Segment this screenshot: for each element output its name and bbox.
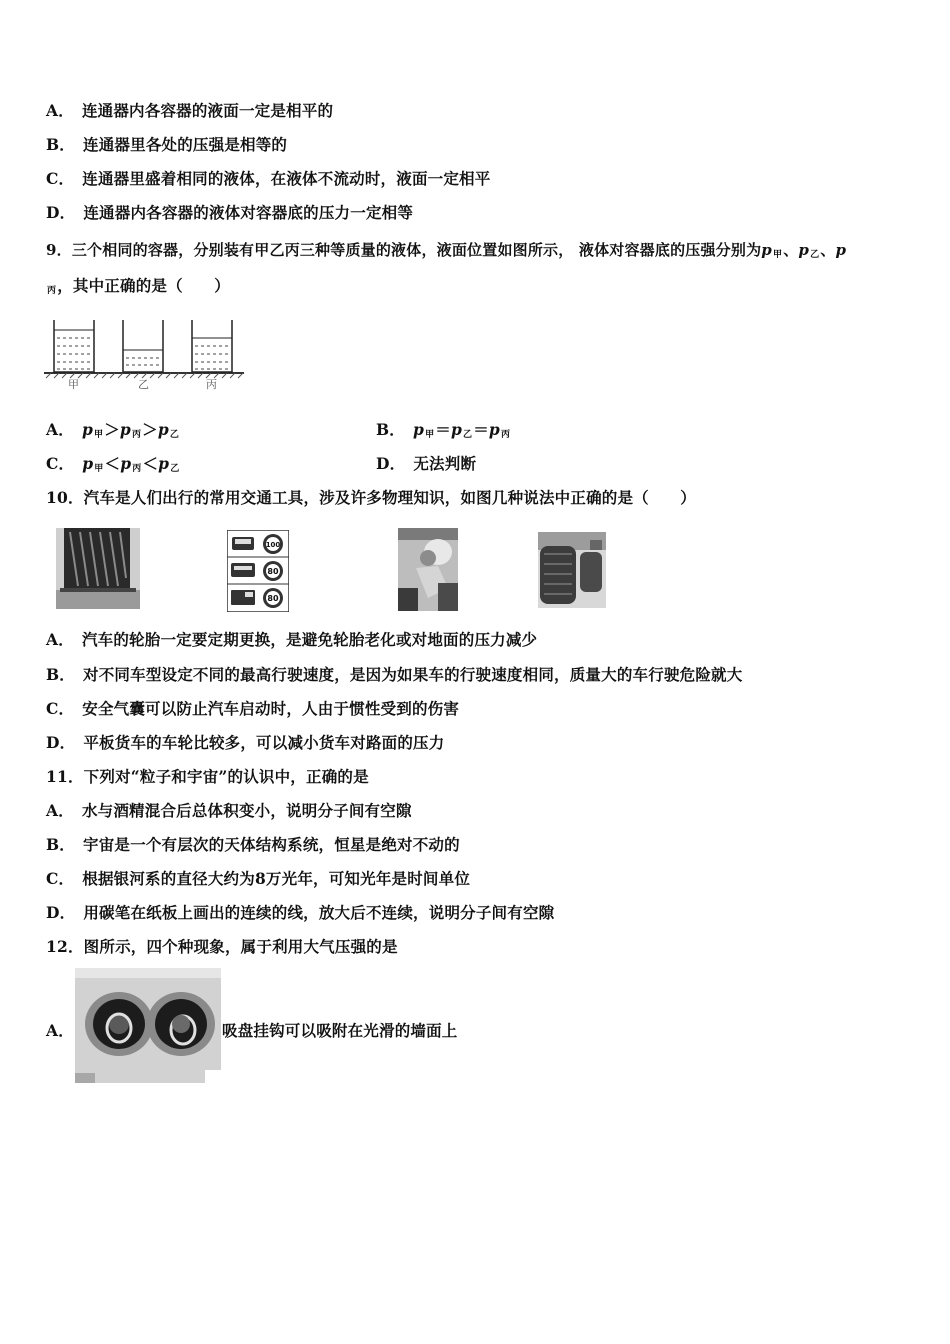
container-yi	[123, 320, 163, 372]
option-label: B．	[46, 835, 76, 854]
pressure-symbol: p	[488, 420, 500, 439]
greater-than: ＞	[142, 420, 158, 439]
truck-icon	[231, 590, 255, 605]
option-text: 连通器里各处的压强是相等的	[83, 135, 288, 154]
subscript-bing: 丙	[131, 430, 142, 440]
suction-cup-left	[85, 992, 153, 1056]
airbag-photo	[398, 528, 458, 611]
subscript-bing: 丙	[132, 464, 142, 474]
question-text: 汽车是人们出行的常用交通工具，涉及许多物理知识，如图几种说法中正确的是（ ）	[83, 488, 696, 507]
q9-option-b	[376, 419, 511, 446]
question-number: 12．	[46, 937, 84, 956]
q8-option-a	[46, 100, 333, 122]
subscript-bing: 丙	[500, 430, 511, 440]
q9-option-c	[46, 453, 180, 480]
option-label: B．	[46, 135, 76, 154]
question-number: 10．	[46, 488, 84, 507]
subscript-yi: 乙	[169, 430, 180, 440]
q10-option-a	[46, 629, 537, 651]
option-label: B．	[46, 665, 76, 684]
flatbed-truck-wheels-photo	[538, 532, 606, 608]
q11-stem	[46, 766, 369, 788]
pressure-symbol: p	[82, 454, 94, 473]
q9-option-a	[46, 419, 180, 446]
option-label: C．	[46, 869, 75, 888]
option-text: 平板货车的车轮比较多，可以减小货车对路面的压力	[83, 733, 445, 752]
q11-option-d	[46, 902, 554, 924]
option-label: A．	[46, 420, 74, 439]
equals: ＝	[473, 420, 489, 439]
greater-than: ＞	[104, 420, 120, 439]
speed-limit-signs	[227, 530, 289, 612]
option-label: D．	[46, 903, 76, 922]
liquid-bing-dashes	[195, 346, 230, 369]
option-text: 连通器内各容器的液面一定是相平的	[81, 101, 334, 120]
q9-option-d	[376, 453, 476, 475]
question-text: 图所示，四个种现象，属于利用大气压强的是	[83, 937, 398, 956]
option-label: A．	[46, 1021, 74, 1040]
q9-stem-line2	[46, 275, 230, 302]
q8-option-b	[46, 134, 287, 156]
subscript-jia: 甲	[772, 250, 783, 260]
option-text: 安全气囊可以防止汽车启动时，人由于惯性受到的伤害	[82, 699, 460, 718]
pressure-symbol: p	[798, 241, 810, 259]
question-number: 11．	[46, 767, 84, 786]
option-text: 无法判断	[413, 454, 477, 473]
suction-cup-hooks-photo	[75, 968, 221, 1083]
figure-label-jia: 甲	[68, 378, 79, 390]
subscript-yi: 乙	[170, 464, 180, 474]
less-than: ＜	[104, 454, 121, 473]
three-containers-figure	[44, 318, 248, 390]
suction-cup-right	[147, 992, 215, 1056]
q10-option-d	[46, 732, 444, 754]
q12-option-a-text	[222, 1020, 458, 1042]
tire-photo	[56, 528, 140, 609]
liquid-jia-dashes	[57, 338, 92, 369]
q10-stem	[46, 487, 696, 509]
pressure-symbol: p	[81, 420, 93, 439]
q10-option-c	[46, 698, 459, 720]
figure-label-bing: 丙	[206, 378, 217, 390]
subscript-yi: 乙	[810, 250, 820, 260]
car-icon	[232, 537, 254, 550]
option-text: 连通器里盛着相同的液体，在液体不流动时，液面一定相平	[82, 169, 491, 188]
subscript-jia: 甲	[94, 464, 104, 474]
equals: ＝	[435, 420, 451, 439]
subscript-yi: 乙	[463, 430, 473, 440]
option-text: 汽车的轮胎一定要定期更换，是避免轮胎老化或对地面的压力减少	[81, 630, 538, 649]
option-label: A．	[46, 801, 74, 820]
pressure-symbol: p	[120, 454, 132, 473]
figure-label-yi: 乙	[138, 378, 149, 390]
q11-option-c	[46, 868, 470, 890]
q11-option-b	[46, 834, 460, 856]
option-label: C．	[46, 454, 75, 473]
q11-option-a	[46, 800, 412, 822]
option-text: 水与酒精混合后总体积变小，说明分子间有空隙	[81, 801, 412, 820]
option-label: B．	[376, 420, 406, 439]
pressure-symbol: p	[450, 420, 463, 439]
pressure-symbol: p	[157, 420, 169, 439]
q12-option-a-label	[46, 1020, 74, 1042]
pressure-symbol: p	[761, 241, 772, 259]
liquid-yi-dashes	[126, 358, 161, 365]
q8-option-c	[46, 168, 490, 190]
separator: 、	[783, 241, 799, 259]
option-text: 宇宙是一个有层次的天体结构系统，恒星是绝对不动的	[83, 835, 460, 854]
subscript-jia: 甲	[93, 430, 104, 440]
subscript-bing: 丙	[47, 286, 57, 296]
speed-sign-2: 80	[267, 567, 279, 576]
q8-option-d	[46, 202, 413, 224]
option-text: 根据银河系的直径大约为8万光年，可知光年是时间单位	[82, 869, 471, 888]
pressure-symbol: p	[158, 454, 170, 473]
pressure-symbol: p	[413, 420, 425, 439]
question-text: 三个相同的容器，分别装有甲乙丙三种等质量的液体，液面位置如图所示， 液体对容器底的压强分别为	[71, 241, 762, 259]
option-label: D．	[46, 733, 76, 752]
option-label: A．	[46, 101, 74, 120]
option-text: 用碳笔在纸板上画出的连续的线，放大后不连续，说明分子间有空隙	[83, 903, 555, 922]
pressure-symbol: p	[119, 420, 131, 439]
question-text: ，其中正确的是（ ）	[57, 276, 230, 295]
pressure-symbol: p	[835, 241, 847, 259]
subscript-jia: 甲	[425, 430, 435, 440]
question-number: 9．	[46, 241, 72, 259]
q10-option-b	[46, 664, 742, 686]
q9-stem-line1	[46, 239, 846, 266]
option-label: C．	[46, 169, 75, 188]
bus-icon	[231, 563, 255, 577]
separator: 、	[820, 241, 836, 259]
question-text: 下列对“粒子和宇宙”的认识中，正确的是	[83, 767, 369, 786]
speed-sign-3: 80	[267, 594, 279, 603]
option-label: D．	[46, 203, 76, 222]
option-text: 对不同车型设定不同的最高行驶速度，是因为如果车的行驶速度相同，质量大的车行驶危险就大	[83, 665, 743, 684]
option-label: C．	[46, 699, 75, 718]
less-than: ＜	[142, 454, 159, 473]
option-text: 连通器内各容器的液体对容器底的压力一定相等	[83, 203, 414, 222]
speed-sign-1: 100	[265, 541, 281, 549]
option-text: 吸盘挂钩可以吸附在光滑的墙面上	[222, 1021, 458, 1040]
option-label: D．	[376, 454, 406, 473]
q12-stem	[46, 936, 398, 958]
option-label: A．	[46, 630, 74, 649]
